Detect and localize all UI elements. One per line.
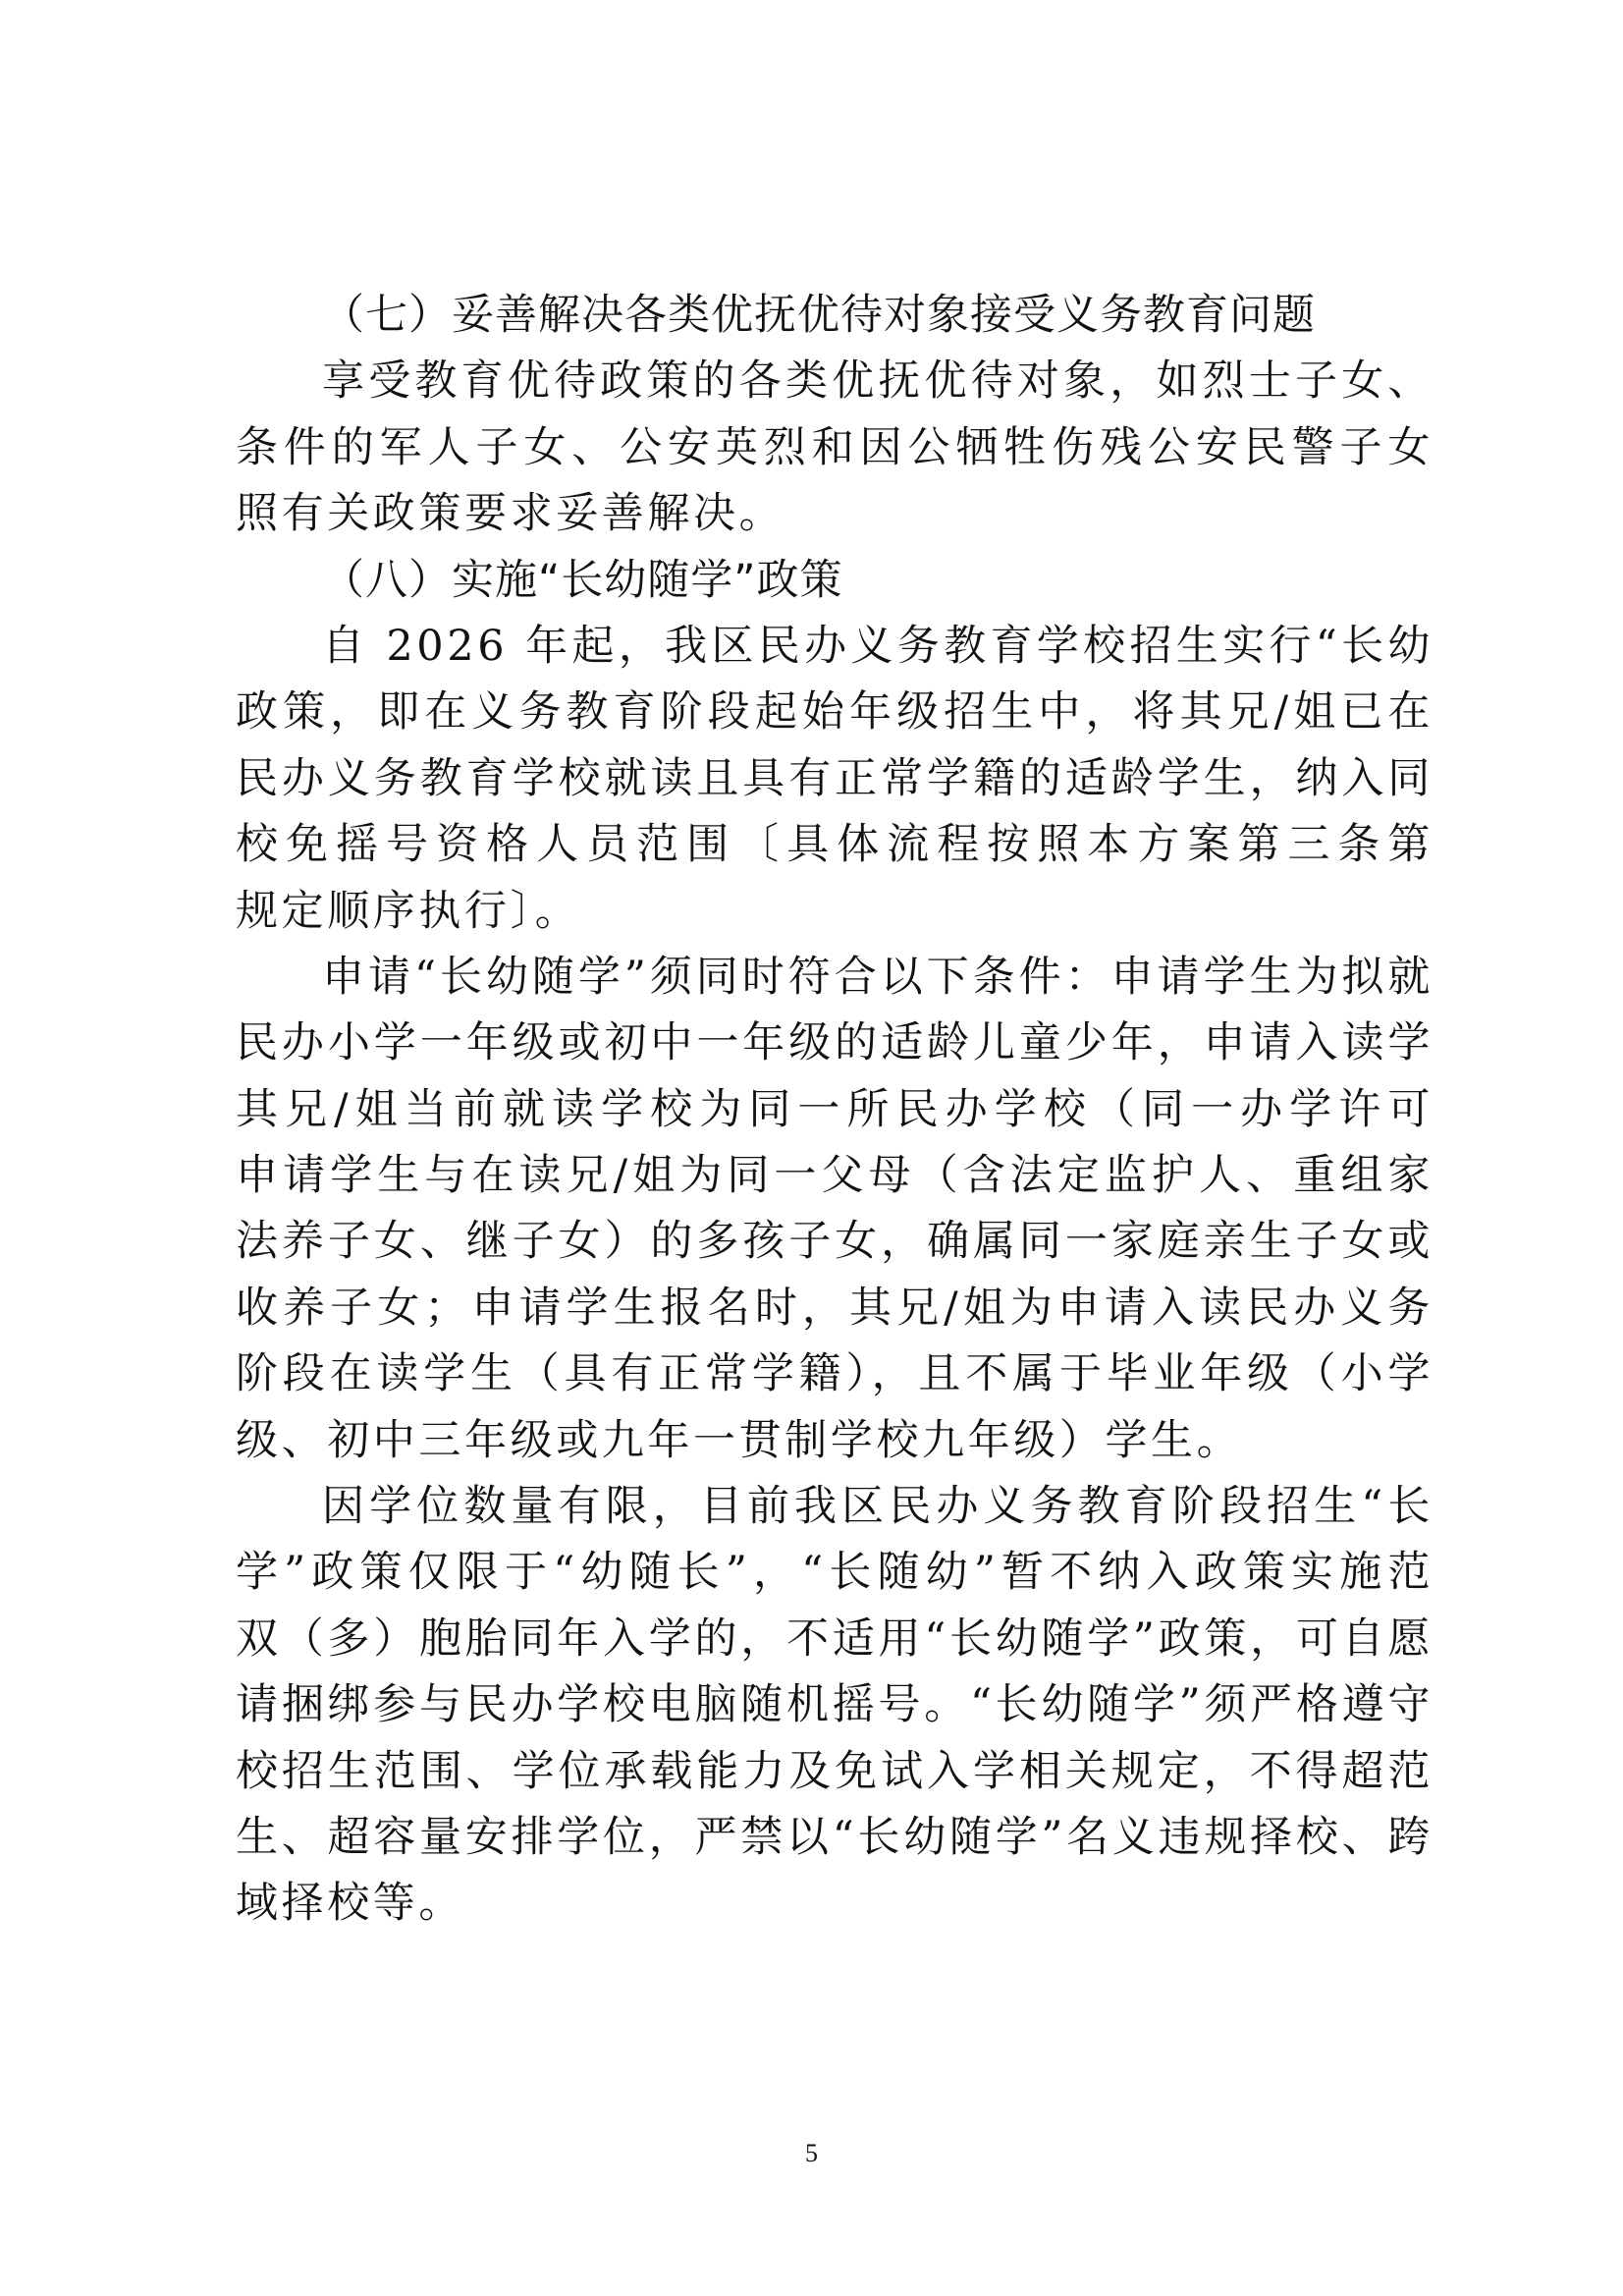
section-7-paragraph-line: 照有关政策要求妥善解决。 [236,489,785,539]
section-8-paragraph-2-line: 级、初中三年级或九年一贯制学校九年级）学生。 [236,1415,1243,1465]
section-8-paragraph-1-line: 政策，即在义务教育阶段起始年级招生中，将其兄/姐已在 [236,687,1434,738]
section-8-paragraph-3-line: 生、超容量安排学位，严禁以“长幼随学”名义违规择校、跨 [236,1812,1434,1862]
section-8-paragraph-3-line: 双（多）胞胎同年入学的，不适用“长幼随学”政策，可自愿 [236,1613,1434,1664]
section-7-paragraph-line: 享受教育优待政策的各类优抚优待对象，如烈士子女、 [322,356,1434,407]
section-7-paragraph-line: 条件的军人子女、公安英烈和因公牺牲伤残公安民警子女 [236,422,1434,472]
section-8-paragraph-2-line: 收养子女；申请学生报名时，其兄/姐为申请入读民办义务 [236,1283,1434,1333]
section-7-heading: （七）妥善解决各类优抚优待对象接受义务教育问题 [322,291,1316,340]
section-8-paragraph-3-line: 校招生范围、学位承载能力及免试入学相关规定，不得超范 [236,1746,1434,1796]
page-number: 5 [805,2139,818,2167]
section-8-paragraph-1-line: 民办义务教育学校就读且具有正常学籍的适龄学生，纳入同 [236,753,1434,803]
section-8-paragraph-1-line: 校免摇号资格人员范围〔具体流程按照本方案第三条第 [236,820,1434,870]
section-8-paragraph-2-line: 其兄/姐当前就读学校为同一所民办学校（同一办学许可 [236,1084,1434,1134]
section-8-paragraph-1-line: 规定顺序执行〕。 [236,886,581,936]
section-8-paragraph-2-line: 法养子女、继子女）的多孩子女，确属同一家庭亲生子女或 [236,1217,1434,1267]
section-8-heading: （八）实施“长幼随学”政策 [322,555,843,605]
document-body [236,283,1434,1938]
section-8-paragraph-3-line: 请捆绑参与民办学校电脑随机摇号。“长幼随学”须严格遵守 [236,1680,1434,1730]
section-8-paragraph-1-line: 自 2026 年起，我区民办义务教育学校招生实行“长幼 [322,621,1434,671]
section-8-paragraph-2-line: 民办小学一年级或初中一年级的适龄儿童少年，申请入读学 [236,1018,1434,1068]
section-8-paragraph-2-line: 阶段在读学生（具有正常学籍），且不属于毕业年级（小学 [236,1349,1434,1399]
section-8-paragraph-3-line: 因学位数量有限，目前我区民办义务教育阶段招生“长 [322,1482,1434,1532]
section-8-paragraph-3-line: 域择校等。 [236,1879,464,1929]
section-8-paragraph-2-line: 申请“长幼随学”须同时符合以下条件：申请学生为拟就 [322,952,1434,1002]
section-8-paragraph-2-line: 申请学生与在读兄/姐为同一父母（含法定监护人、重组家 [236,1151,1434,1201]
section-8-paragraph-3-line: 学”政策仅限于“幼随长”，“长随幼”暂不纳入政策实施范 [236,1548,1434,1598]
